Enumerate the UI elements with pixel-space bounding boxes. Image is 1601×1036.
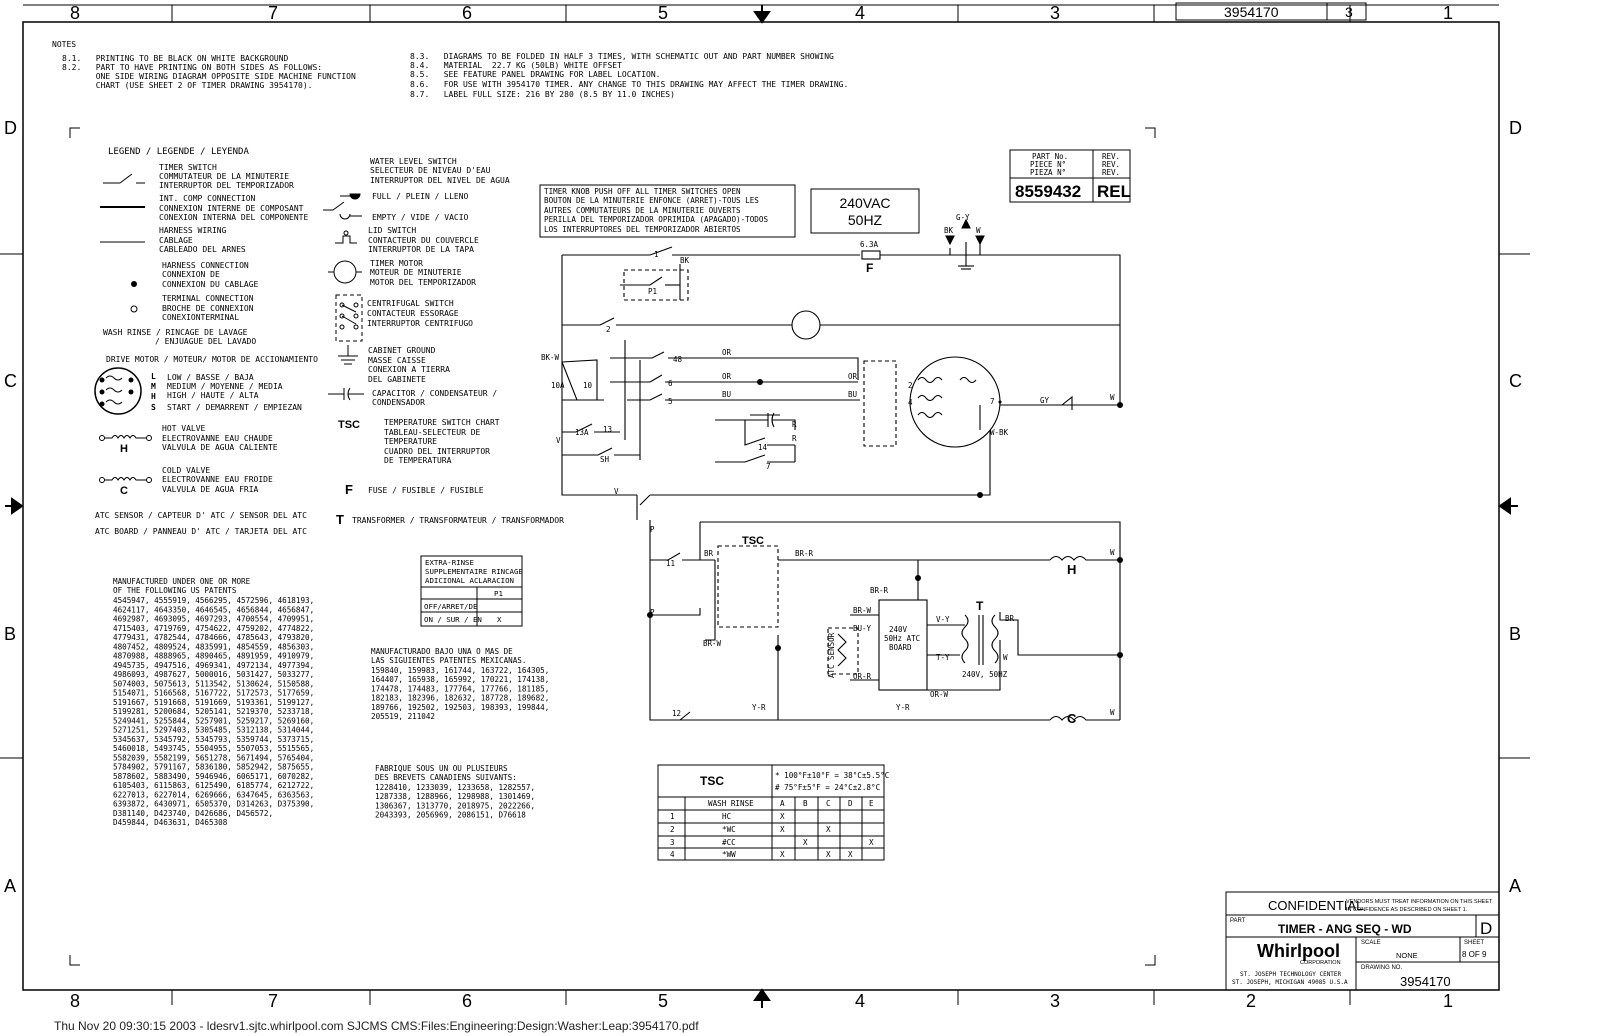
wire-label: OR: [722, 348, 732, 357]
extra-rinse-row-label: OFF/ARRET/DE: [424, 602, 478, 611]
grid-col-label: 3: [1050, 991, 1061, 1011]
legend-text: COLD VALVE: [162, 466, 211, 475]
part-revision: REL: [1097, 182, 1131, 201]
legend-text: TEMPERATURE: [384, 437, 437, 446]
company-sub: CORPORATION: [1300, 960, 1341, 966]
wire-label: BU-Y: [853, 624, 872, 633]
legend-text: CONNEXION INTERNE DE COMPOSANT: [159, 204, 304, 213]
grid-row-label: C: [1509, 371, 1522, 391]
wire-label: BR-R: [870, 586, 889, 595]
legend-text: WATER LEVEL SWITCH: [370, 157, 457, 166]
part-box-label: REV.: [1102, 168, 1121, 177]
legend-text: HARNESS CONNECTION: [162, 261, 249, 270]
wire-label: P: [650, 525, 655, 534]
patent-line: 5191667, 5191668, 5191669, 5193361, 5199127,: [113, 697, 315, 707]
patent-line: 1287338, 1288966, 1298988, 1301469,: [375, 792, 536, 802]
wire-label: OR: [722, 372, 732, 381]
grid-col-label: 4: [855, 991, 866, 1011]
mx-patents: [371, 647, 549, 721]
terminal-number: 2: [908, 381, 913, 390]
terminal-number: 2: [606, 325, 611, 334]
note-line: TIMER KNOB PUSH OFF ALL TIMER SWITCHES OPEN: [544, 187, 741, 196]
part-number: 8559432: [1015, 182, 1082, 201]
tsc-cell: X: [780, 812, 785, 821]
extra-rinse-value: X: [497, 615, 502, 624]
transformer-rating: 240V, 50HZ: [962, 670, 1008, 679]
part-box-label: REV.: [1102, 152, 1121, 161]
part-box-label: PART No.: [1032, 152, 1069, 161]
patent-heading: OF THE FOLLOWING US PATENTS: [113, 586, 237, 595]
water-level-empty-icon: [323, 202, 362, 219]
extra-rinse-row-label: ON / SUR / EN: [424, 615, 482, 624]
legend-text: CUADRO DEL INTERRUPTOR: [384, 447, 490, 456]
note-line: 8.1. PRINTING TO BE BLACK ON WHITE BACKGROUND: [62, 54, 289, 63]
tsc-header-cell: C: [826, 799, 831, 808]
hot-valve-label: H: [1067, 562, 1077, 577]
tsc-cell: 1: [670, 812, 675, 821]
wire-label: R: [792, 434, 797, 443]
legend-text: EMPTY / VIDE / VACIO: [372, 213, 469, 222]
patent-line: 4986093, 4987627, 5000016, 5031427, 5033277,: [113, 670, 315, 679]
legend-text: CENTRIFUGAL SWITCH: [367, 299, 454, 308]
wire-label: Y-R: [752, 703, 766, 712]
legend-text: CABINET GROUND: [368, 346, 436, 355]
legend-text: INTERRUPTOR DE LA TAPA: [368, 245, 474, 254]
wire-label: W: [976, 226, 981, 235]
transformer-label: T: [976, 599, 984, 613]
patent-line: 189766, 192502, 192503, 198393, 199844,: [371, 702, 550, 712]
wire-label: W-BK: [990, 428, 1009, 437]
legend-text: HARNESS WIRING: [159, 226, 227, 235]
ca-patents: [375, 764, 535, 820]
patent-line: 164407, 165938, 165992, 170221, 174138,: [371, 675, 550, 685]
voltage-box: [811, 189, 919, 233]
legend-text: CONEXION INTERNA DEL COMPONENTE: [159, 213, 309, 222]
tsc-cell: 4: [670, 850, 675, 859]
tsc-header-cell: E: [869, 799, 874, 808]
tsc-cell: #CC: [722, 838, 736, 847]
wire-label: W: [1110, 548, 1115, 557]
patent-heading: LAS SIGUIENTES PATENTES MEXICANAS.: [371, 656, 527, 665]
sheet-value: 8 OF 9: [1462, 950, 1487, 959]
wire-label: W: [1110, 708, 1115, 717]
part-box-label: PIECE N°: [1030, 160, 1067, 169]
wire-label: W: [1110, 393, 1115, 402]
legend-text: CONNEXION DE: [162, 270, 220, 279]
legend-timer-switch-symbol: [103, 174, 145, 183]
tsc-cell: X: [869, 838, 874, 847]
grid-row-label: C: [4, 371, 17, 391]
timer-knob-note: [540, 185, 795, 237]
tsc-cell: *WC: [722, 825, 736, 834]
note-line: 8.2. PART TO HAVE PRINTING ON BOTH SIDES AS FOLLOWS:: [62, 63, 323, 72]
schematic: [562, 220, 1120, 720]
motor-code: M: [151, 382, 156, 391]
confidential-note: VENDORS MUST TREAT INFORMATION ON THIS SHEET: [1346, 899, 1493, 905]
terminal-number: 13: [603, 425, 613, 434]
cold-valve-icon: [100, 478, 152, 483]
board-label: BOARD: [889, 643, 912, 652]
patent-line: 5249441, 5255844, 5257901, 5259217, 5269160,: [113, 716, 315, 726]
tsc-table-text: [670, 771, 889, 859]
wire-label: BR-W: [853, 606, 872, 615]
top-revision: 3: [1345, 4, 1353, 20]
patent-line: 5154071, 5166568, 5167722, 5172573, 5177659,: [113, 688, 315, 698]
company-address: ST. JOSEPH TECHNOLOGY CENTER: [1240, 971, 1342, 978]
scale-value: NONE: [1396, 951, 1418, 960]
patent-line: 5345637, 5345792, 5345793, 5359744, 5373715,: [113, 734, 315, 744]
patent-heading: MANUFACTURED UNDER ONE OR MORE: [113, 577, 251, 586]
patent-line: 2043393, 2056969, 2086151, D76618: [375, 810, 526, 820]
tsc-header-cell: WASH RINSE: [708, 799, 754, 808]
part-label: PART: [1230, 918, 1246, 924]
patent-line: 5878602, 5883490, 5946946, 6065171, 6070282,: [113, 771, 315, 781]
legend-text: INTERRUPTOR CENTRIFUGO: [367, 319, 473, 328]
legend-harness-connection-dot: [131, 281, 137, 287]
legend-text: DE TEMPERATURA: [384, 456, 452, 465]
legend-text: / ENJUAGUE DEL LAVADO: [155, 337, 257, 346]
patent-heading: DES BREVETS CANADIENS SUIVANTS:: [375, 773, 517, 782]
capacitor-icon: [328, 388, 364, 400]
patent-line: 4692987, 4693095, 4697293, 4700554, 4709951,: [113, 614, 315, 624]
patent-line: 174478, 174483, 177764, 177766, 181185,: [371, 684, 550, 694]
legend-text: DEL GABINETE: [368, 375, 426, 384]
patent-line: 4545947, 4555919, 4566295, 4572596, 4618193,: [113, 596, 315, 605]
voltage-line: 240VAC: [839, 195, 891, 211]
patent-line: 159840, 159983, 161744, 163722, 164305,: [371, 666, 550, 675]
patent-line: 6227013, 6227014, 6269666, 6347645, 6363563,: [113, 790, 315, 800]
patent-line: 1306367, 1313770, 2018975, 2022266,: [375, 801, 536, 811]
patent-line: 5460018, 5493745, 5504955, 5507053, 5515565,: [113, 744, 315, 753]
board-label: 50Hz ATC: [884, 634, 921, 643]
legend-text: BROCHE DE CONNEXION: [162, 304, 254, 313]
legend-text: MOTOR DEL TEMPORIZADOR: [370, 278, 476, 287]
grid-row-label: A: [1509, 876, 1522, 896]
terminal-number: 12: [672, 709, 682, 718]
wire-label: V: [556, 436, 561, 445]
fuse-code: F: [345, 482, 353, 497]
patent-heading: MANUFACTURADO BAJO UNA O MAS DE: [371, 647, 513, 656]
patent-line: 6105403, 6115863, 6125490, 6185774, 6212722,: [113, 781, 315, 790]
grid-col-label: 1: [1443, 991, 1454, 1011]
legend-text: LID SWITCH: [368, 226, 417, 235]
legend-text: TRANSFORMER / TRANSFORMATEUR / TRANSFORMADOR: [352, 516, 564, 525]
extra-rinse-table: [421, 556, 523, 626]
wire-label: R: [792, 420, 797, 429]
us-patents: [113, 577, 314, 827]
legend-text: WASH RINSE / RINCAGE DE LAVAGE: [103, 328, 248, 337]
wire-label: BR-R: [795, 549, 814, 558]
patent-line: 5199281, 5200684, 5205141, 5219370, 5233718,: [113, 707, 315, 716]
terminal-number: 1: [654, 250, 659, 259]
note-line: 8.7. LABEL FULL SIZE: 216 BY 280 (8.5 BY 11.0 INCHES): [410, 90, 675, 99]
terminal-number: 6: [668, 379, 673, 388]
patent-heading: FABRIQUE SOUS UN OU PLUSIEURS: [375, 764, 508, 773]
grid-col-label: 6: [462, 3, 473, 23]
legend-text: FUSE / FUSIBLE / FUSIBLE: [368, 486, 484, 495]
patent-line: 5074003, 5075613, 5113542, 5130624, 5150588,: [113, 679, 315, 689]
patent-line: 4715403, 4719769, 4754622, 4759202, 4774822,: [113, 623, 315, 633]
legend-text: SELECTEUR DE NIVEAU D'EAU: [370, 166, 491, 175]
wire-label: BU: [848, 390, 858, 399]
legend-text: ATC BOARD / PANNEAU D' ATC / TARJETA DEL ATC: [95, 527, 307, 536]
patent-line: 4870988, 4888965, 4890465, 4891959, 4910979,: [113, 651, 315, 661]
wire-label: BR: [704, 549, 714, 558]
wire-label: BR-W: [703, 639, 722, 648]
terminal-number: 5: [668, 397, 673, 406]
company-logo: Whirlpool: [1257, 941, 1340, 961]
legend-text: CABLAGE: [159, 236, 193, 245]
patent-line: 4624117, 4643350, 4646545, 4656844, 4656847,: [113, 605, 315, 615]
legend-text: CONTACTEUR ESSORAGE: [367, 309, 459, 318]
legend-text: CONEXION A TIERRA: [368, 365, 450, 374]
tsc-cell: X: [780, 825, 785, 834]
note-line: 8.3. DIAGRAMS TO BE FOLDED IN HALF 3 TIMES, WITH SCHEMATIC OUT AND PART NUMBER SHOWING: [410, 52, 834, 61]
grid-col-label: 5: [658, 3, 669, 23]
tsc-header-cell: B: [803, 799, 808, 808]
tsc-note: # 75°F±5°F = 24°C±2.8°C: [775, 783, 881, 792]
legend-text: TIMER MOTOR: [370, 259, 423, 268]
top-drawing-number-box: [1176, 3, 1366, 20]
extra-rinse-col: P1: [494, 589, 503, 598]
grid-row-label: A: [4, 876, 17, 896]
centrifugal-switch-icon: [336, 295, 362, 341]
tsc-cell: *WW: [722, 850, 736, 859]
patent-line: 1228410, 1233039, 1233658, 1282557,: [375, 783, 536, 792]
switch-label: SH: [600, 455, 610, 464]
notes-heading: NOTES: [52, 40, 77, 49]
wire-label: BR: [1005, 614, 1015, 623]
legend-text: HIGH / HAUTE / ALTA: [167, 391, 259, 400]
note-line: AUTRES COMMUTATEURS DE LA MINUTERIE OUVERTS: [544, 206, 741, 215]
cold-valve-label: C: [1067, 711, 1077, 726]
part-name: TIMER - ANG SEQ - WD: [1278, 922, 1412, 936]
wire-label: V-Y: [936, 615, 950, 624]
legend-text: VALVULA DE AGUA FRIA: [162, 485, 259, 494]
patent-line: 6393872, 6430971, 6505370, D314263, D375390,: [113, 799, 315, 809]
grid-col-label: 7: [268, 3, 279, 23]
legend-text: COMMUTATEUR DE LA MINUTERIE: [159, 172, 290, 181]
legend-text: VALVULA DE AGUA CALIENTE: [162, 443, 278, 452]
patent-line: 182183, 182396, 182632, 187728, 189682,: [371, 693, 550, 703]
terminal-number: 4: [908, 398, 913, 407]
tsc-header-cell: A: [780, 799, 785, 808]
tsc-cell: X: [826, 850, 831, 859]
lid-switch-icon: [335, 231, 357, 243]
wire-label: P: [650, 608, 655, 617]
tsc-code: TSC: [338, 419, 360, 431]
grid-col-label: 8: [70, 3, 81, 23]
company-address: ST. JOSEPH, MICHIGAN 49085 U.S.A: [1232, 979, 1348, 986]
tsc-cell: 3: [670, 838, 675, 847]
tsc-cell: 2: [670, 825, 675, 834]
note-line: LOS INTERRUPTORES DEL TEMPORIZADOR ABIERTOS: [544, 225, 741, 234]
legend-text: DRIVE MOTOR / MOTEUR/ MOTOR DE ACCIONAMIENTO: [106, 355, 318, 364]
motor-code: H: [151, 392, 156, 401]
wire-label: T-Y: [936, 653, 950, 662]
grid-row-label: B: [4, 624, 17, 644]
note-line: ONE SIDE WIRING DIAGRAM OPPOSITE SIDE MACHINE FUNCTION: [62, 72, 356, 81]
fuse-rating: 6.3A: [860, 240, 879, 249]
terminal-number: 10A: [551, 381, 565, 390]
legend-text: CONNEXION DU CABLAGE: [162, 280, 259, 289]
patent-line: 5271251, 5297403, 5305485, 5312138, 5314044,: [113, 725, 315, 735]
wire-label: Y-R: [896, 703, 910, 712]
drawing-number: 3954170: [1400, 974, 1451, 989]
drawing-size: D: [1480, 919, 1493, 938]
part-box-label: PIEZA N°: [1030, 168, 1067, 177]
legend-text: MOTEUR DE MINUTERIE: [370, 268, 462, 277]
legend-text: LOW / BASSE / BAJA: [167, 373, 254, 382]
legend-text: TABLEAU-SELECTEUR DE: [384, 428, 481, 437]
print-footer: Thu Nov 20 09:30:15 2003 - ldesrv1.sjtc.whirlpool.com SJCMS CMS:Files:Engineering:Design:Washer:Leap:3954170.pdf: [54, 1019, 699, 1033]
legend-text: CABLEADO DEL ARNES: [159, 245, 246, 254]
terminal-number: 7: [990, 397, 995, 406]
grid-row-label: D: [4, 118, 17, 138]
wire-label: OR-W: [930, 690, 949, 699]
extra-rinse-title: ADICIONAL ACLARACION: [425, 576, 514, 585]
drive-motor-icon: [95, 368, 141, 414]
grid-col-label: 6: [462, 991, 473, 1011]
tsc-cell: X: [780, 850, 785, 859]
wire-label: BU: [722, 390, 732, 399]
grid-col-label: 2: [1246, 991, 1257, 1011]
grid-col-label: 7: [268, 991, 279, 1011]
legend-text: START / DEMARRENT / EMPIEZAN: [167, 403, 302, 412]
legend-text: MASSE CAISSE: [368, 356, 426, 365]
grid-col-label: 1: [1443, 3, 1454, 23]
wire-label: V: [614, 487, 619, 496]
wire-label: BK: [944, 226, 954, 235]
note-line: 8.6. FOR USE WITH 3954170 TIMER. ANY CHANGE TO THIS DRAWING MAY AFFECT THE TIMER DRAWING.: [410, 80, 849, 89]
wire-label: G-Y: [956, 213, 970, 222]
ground-icon: [338, 345, 358, 364]
transformer-code: T: [336, 512, 344, 527]
legend-text: CONDENSADOR: [372, 398, 425, 407]
confidential-note: IN CONFIDENCE AS DESCRIBED ON SHEET 1.: [1346, 907, 1468, 913]
terminal-number: 14: [758, 443, 768, 452]
part-box-label: REV.: [1102, 160, 1121, 169]
scale-label: SCALE: [1361, 940, 1381, 946]
notes: [52, 40, 848, 99]
motor-code: L: [151, 372, 156, 381]
schematic-labels: [541, 213, 1115, 726]
part-number-box: [1010, 150, 1131, 202]
grid-col-label: 8: [70, 991, 81, 1011]
legend-text: CONTACTEUR DU COUVERCLE: [368, 236, 479, 245]
tsc-cell: X: [803, 838, 808, 847]
terminal-number: 13A: [575, 428, 589, 437]
wire-label: OR: [848, 372, 858, 381]
patent-line: D381140, D423740, D426686, D456572,: [113, 808, 274, 818]
grid-col-label: 3: [1050, 3, 1061, 23]
patent-line: 4945735, 4947516, 4969341, 4972134, 4977394,: [113, 660, 315, 670]
tsc-label: TSC: [742, 535, 764, 547]
legend-text: MEDIUM / MOYENNE / MEDIA: [167, 382, 283, 391]
wire-label: OR-R: [853, 672, 872, 681]
tsc-cell: X: [848, 850, 853, 859]
legend-text: ELECTROVANNE EAU FROIDE: [162, 475, 273, 484]
note-line: 8.5. SEE FEATURE PANEL DRAWING FOR LABEL LOCATION.: [410, 70, 661, 79]
note-line: CHART (USE SHEET 2 OF TIMER DRAWING 3954170).: [62, 81, 313, 90]
patent-line: 5784902, 5791167, 5836180, 5852942, 5875655,: [113, 762, 315, 772]
extra-rinse-title: EXTRA-RINSE: [425, 558, 474, 567]
wire-label: W: [1003, 653, 1008, 662]
legend-text: FULL / PLEIN / LLENO: [372, 192, 469, 201]
terminal-number: 7: [766, 462, 771, 471]
extra-rinse-title: SUPPLEMENTAIRE RINCAGE: [425, 567, 523, 576]
switch-label: P1: [648, 287, 658, 296]
voltage-line: 50HZ: [847, 212, 883, 228]
grid-row-label: B: [1509, 624, 1522, 644]
legend-text: TEMPERATURE SWITCH CHART: [384, 418, 500, 427]
wire-label: GY: [1040, 396, 1050, 405]
tsc-cell: X: [826, 825, 831, 834]
legend-text: TERMINAL CONNECTION: [162, 294, 254, 303]
legend-text: CONEXIONTERMINAL: [162, 313, 240, 322]
legend-text: TIMER SWITCH: [159, 163, 217, 172]
terminal-number: 48: [673, 355, 683, 364]
patent-line: 205519, 211042: [371, 712, 436, 721]
tsc-header-cell: D: [848, 799, 853, 808]
motor-code: S: [151, 403, 156, 412]
tsc-note: * 100°F±10°F = 38°C±5.5°C: [775, 771, 890, 780]
legend-text: HOT VALVE: [162, 424, 206, 433]
top-drawing-number: 3954170: [1224, 4, 1279, 20]
tsc-table-title: TSC: [700, 774, 724, 788]
grid-col-label: 4: [855, 3, 866, 23]
legend-text: INT. COMP CONNECTION: [159, 194, 256, 203]
hot-valve-icon: [100, 436, 152, 441]
fuse-label: F: [866, 261, 874, 275]
legend-text: CAPACITOR / CONDENSATEUR /: [372, 389, 498, 398]
note-line: 8.4. MATERIAL 22.7 KG (50LB) WHITE OFFSET: [410, 61, 622, 70]
wire-label: BK: [680, 256, 690, 265]
tsc-cell: HC: [722, 812, 732, 821]
legend: [95, 147, 564, 536]
note-line: PERILLA DEL TEMPORIZADOR OPRIMIDA (APAGADO)-TODOS: [544, 215, 769, 224]
patent-line: 4779431, 4782544, 4784666, 4785643, 4793820,: [113, 633, 315, 642]
terminal-number: 11: [666, 559, 676, 568]
hot-code: H: [120, 443, 128, 455]
wire-label: BK-W: [541, 353, 560, 362]
terminal-number: 10: [583, 381, 593, 390]
atc-sensor-label: ATC SENSOR: [827, 632, 836, 678]
sheet-label: SHEET: [1464, 940, 1485, 946]
board-label: 240V: [889, 625, 908, 634]
patent-line: 4807452, 4809524, 4835991, 4854559, 4856303,: [113, 642, 315, 652]
patent-line: 5582039, 5582199, 5651278, 5671494, 5765404,: [113, 753, 315, 763]
legend-terminal-circle: [131, 306, 137, 312]
note-line: BOUTON DE LA MINUTERIE ENFONCE (ARRET)-TOUS LES: [544, 196, 759, 205]
title-block-text: [1230, 898, 1493, 989]
timer-motor-icon: [328, 261, 362, 283]
cold-code: C: [120, 485, 128, 497]
water-level-full-icon: [340, 194, 360, 199]
legend-text: ATC SENSOR / CAPTEUR D' ATC / SENSOR DEL ATC: [95, 511, 307, 520]
patent-line: D459844, D463631, D465308: [113, 818, 228, 827]
grid-col-label: 5: [658, 991, 669, 1011]
grid-row-label: D: [1509, 118, 1522, 138]
confidential-label: CONFIDENTIAL: [1268, 898, 1364, 913]
legend-text: INTERRUPTOR DEL TEMPORIZADOR: [159, 181, 294, 190]
legend-text: ELECTROVANNE EAU CHAUDE: [162, 434, 273, 443]
legend-heading: LEGEND / LEGENDE / LEYENDA: [108, 147, 249, 157]
drawing-no-label: DRAWING NO.: [1361, 965, 1403, 971]
legend-text: INTERRUPTOR DEL NIVEL DE AGUA: [370, 176, 510, 185]
